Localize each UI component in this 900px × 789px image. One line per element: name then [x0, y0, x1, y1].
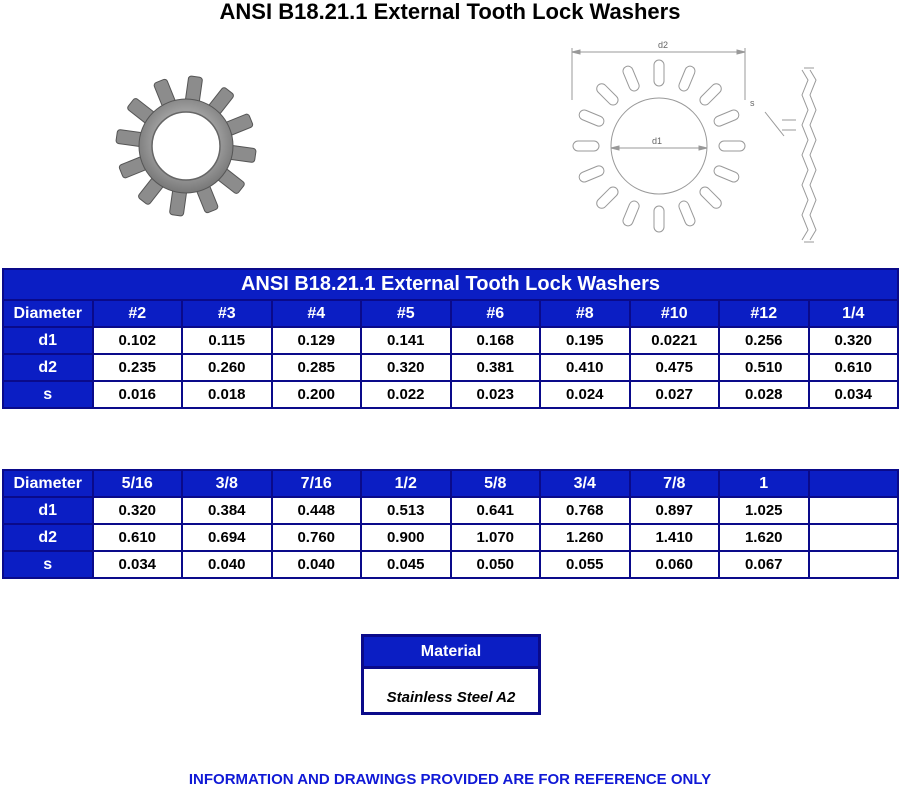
table-cell: 0.024 — [540, 381, 630, 408]
header-cell: Diameter — [3, 470, 93, 497]
header-cell: 3/4 — [540, 470, 630, 497]
table-cell: 1.260 — [540, 524, 630, 551]
drawing-tooth — [654, 60, 664, 86]
table-header-row — [3, 470, 898, 497]
table-cell: 0.897 — [630, 497, 720, 524]
table-cell: 0.195 — [540, 327, 630, 354]
table-cell: 0.168 — [451, 327, 541, 354]
material-box — [361, 634, 541, 715]
table-cell: 0.023 — [451, 381, 541, 408]
table-row — [3, 354, 898, 381]
table-cell: 0.610 — [809, 354, 899, 381]
d2-label: d2 — [658, 40, 669, 50]
header-cell: #10 — [630, 300, 720, 327]
table-cell: 0.050 — [451, 551, 541, 578]
header-cell: #3 — [182, 300, 272, 327]
drawing-tooth — [573, 141, 599, 151]
table-cell — [809, 497, 899, 524]
header-cell: 7/16 — [272, 470, 362, 497]
row-label: d2 — [3, 354, 93, 381]
table-row — [3, 524, 898, 551]
drawing-tooth — [719, 141, 745, 151]
table-cell: 0.641 — [451, 497, 541, 524]
drawing-tooth — [621, 200, 640, 228]
table-cell: 0.034 — [809, 381, 899, 408]
table-cell: 0.040 — [182, 551, 272, 578]
drawing-tooth — [713, 108, 741, 127]
header-cell: 7/8 — [630, 470, 720, 497]
row-label: s — [3, 381, 93, 408]
drawing-tooth — [595, 185, 620, 210]
drawing-tooth — [595, 82, 620, 107]
drawing-tooth — [677, 65, 696, 93]
table-cell: 0.256 — [719, 327, 809, 354]
table-cell: 0.060 — [630, 551, 720, 578]
table-row — [3, 497, 898, 524]
table-cell: 0.235 — [93, 354, 183, 381]
drawing-tooth — [698, 185, 723, 210]
table-cell: 0.384 — [182, 497, 272, 524]
table-cell — [809, 524, 899, 551]
s-label: s — [750, 98, 755, 108]
header-cell: Diameter — [3, 300, 93, 327]
row-label: d2 — [3, 524, 93, 551]
reference-disclaimer: INFORMATION AND DRAWINGS PROVIDED ARE FOR REFERENCE ONLY — [188, 771, 712, 788]
table-cell: 0.381 — [451, 354, 541, 381]
drawing-tooth — [654, 206, 664, 232]
table-cell: 0.034 — [93, 551, 183, 578]
row-label: d1 — [3, 497, 93, 524]
header-cell: 3/8 — [182, 470, 272, 497]
table-cell: 0.475 — [630, 354, 720, 381]
table-row — [3, 327, 898, 354]
table-cell: 0.694 — [182, 524, 272, 551]
table-cell: 0.610 — [93, 524, 183, 551]
header-cell: #2 — [93, 300, 183, 327]
material-value: Stainless Steel A2 — [386, 689, 516, 706]
drawing-tooth — [698, 82, 723, 107]
header-cell: #6 — [451, 300, 541, 327]
table-cell: 0.0221 — [630, 327, 720, 354]
table-cell: 1.620 — [719, 524, 809, 551]
table-cell: 0.018 — [182, 381, 272, 408]
table-cell: 0.027 — [630, 381, 720, 408]
drawing-tooth — [677, 200, 696, 228]
table-cell: 0.067 — [719, 551, 809, 578]
drawing-tooth — [578, 164, 606, 183]
table-cell: 0.510 — [719, 354, 809, 381]
size-table-2 — [2, 469, 899, 579]
material-header: Material — [364, 637, 538, 669]
header-cell: 1/2 — [361, 470, 451, 497]
header-cell: 5/8 — [451, 470, 541, 497]
drawing-tooth — [713, 164, 741, 183]
table-cell: 0.200 — [272, 381, 362, 408]
header-cell: #12 — [719, 300, 809, 327]
header-cell: 5/16 — [93, 470, 183, 497]
header-cell: 1/4 — [809, 300, 899, 327]
drawing-tooth — [621, 65, 640, 93]
table-row — [3, 381, 898, 408]
washer-drawing — [560, 40, 832, 250]
table-row — [3, 551, 898, 578]
table-title: ANSI B18.21.1 External Tooth Lock Washers — [3, 269, 898, 300]
table-cell: 0.055 — [540, 551, 630, 578]
table-cell: 0.115 — [182, 327, 272, 354]
header-cell: #4 — [272, 300, 362, 327]
table-cell: 0.768 — [540, 497, 630, 524]
size-table-1 — [2, 268, 899, 409]
header-cell — [809, 470, 899, 497]
table-cell: 0.260 — [182, 354, 272, 381]
header-cell: #8 — [540, 300, 630, 327]
drawing-tooth — [578, 108, 606, 127]
table-cell: 0.410 — [540, 354, 630, 381]
header-cell: #5 — [361, 300, 451, 327]
table-cell: 0.022 — [361, 381, 451, 408]
table-cell: 0.028 — [719, 381, 809, 408]
table-cell: 1.410 — [630, 524, 720, 551]
table-cell: 0.448 — [272, 497, 362, 524]
row-label: s — [3, 551, 93, 578]
table-cell: 1.070 — [451, 524, 541, 551]
row-label: d1 — [3, 327, 93, 354]
table-cell: 0.016 — [93, 381, 183, 408]
table-cell: 0.040 — [272, 551, 362, 578]
table-cell: 0.320 — [809, 327, 899, 354]
table-cell: 0.513 — [361, 497, 451, 524]
table-cell: 1.025 — [719, 497, 809, 524]
washer-photo — [104, 70, 268, 222]
d1-label: d1 — [652, 136, 663, 146]
table-cell — [809, 551, 899, 578]
table-cell: 0.900 — [361, 524, 451, 551]
table-cell: 0.320 — [93, 497, 183, 524]
table-cell: 0.141 — [361, 327, 451, 354]
table-cell: 0.760 — [272, 524, 362, 551]
table-cell: 0.129 — [272, 327, 362, 354]
page-title: ANSI B18.21.1 External Tooth Lock Washers — [219, 0, 681, 24]
table-cell: 0.045 — [361, 551, 451, 578]
table-cell: 0.102 — [93, 327, 183, 354]
table-cell: 0.285 — [272, 354, 362, 381]
table-cell: 0.320 — [361, 354, 451, 381]
header-cell: 1 — [719, 470, 809, 497]
table-header-row — [3, 300, 898, 327]
